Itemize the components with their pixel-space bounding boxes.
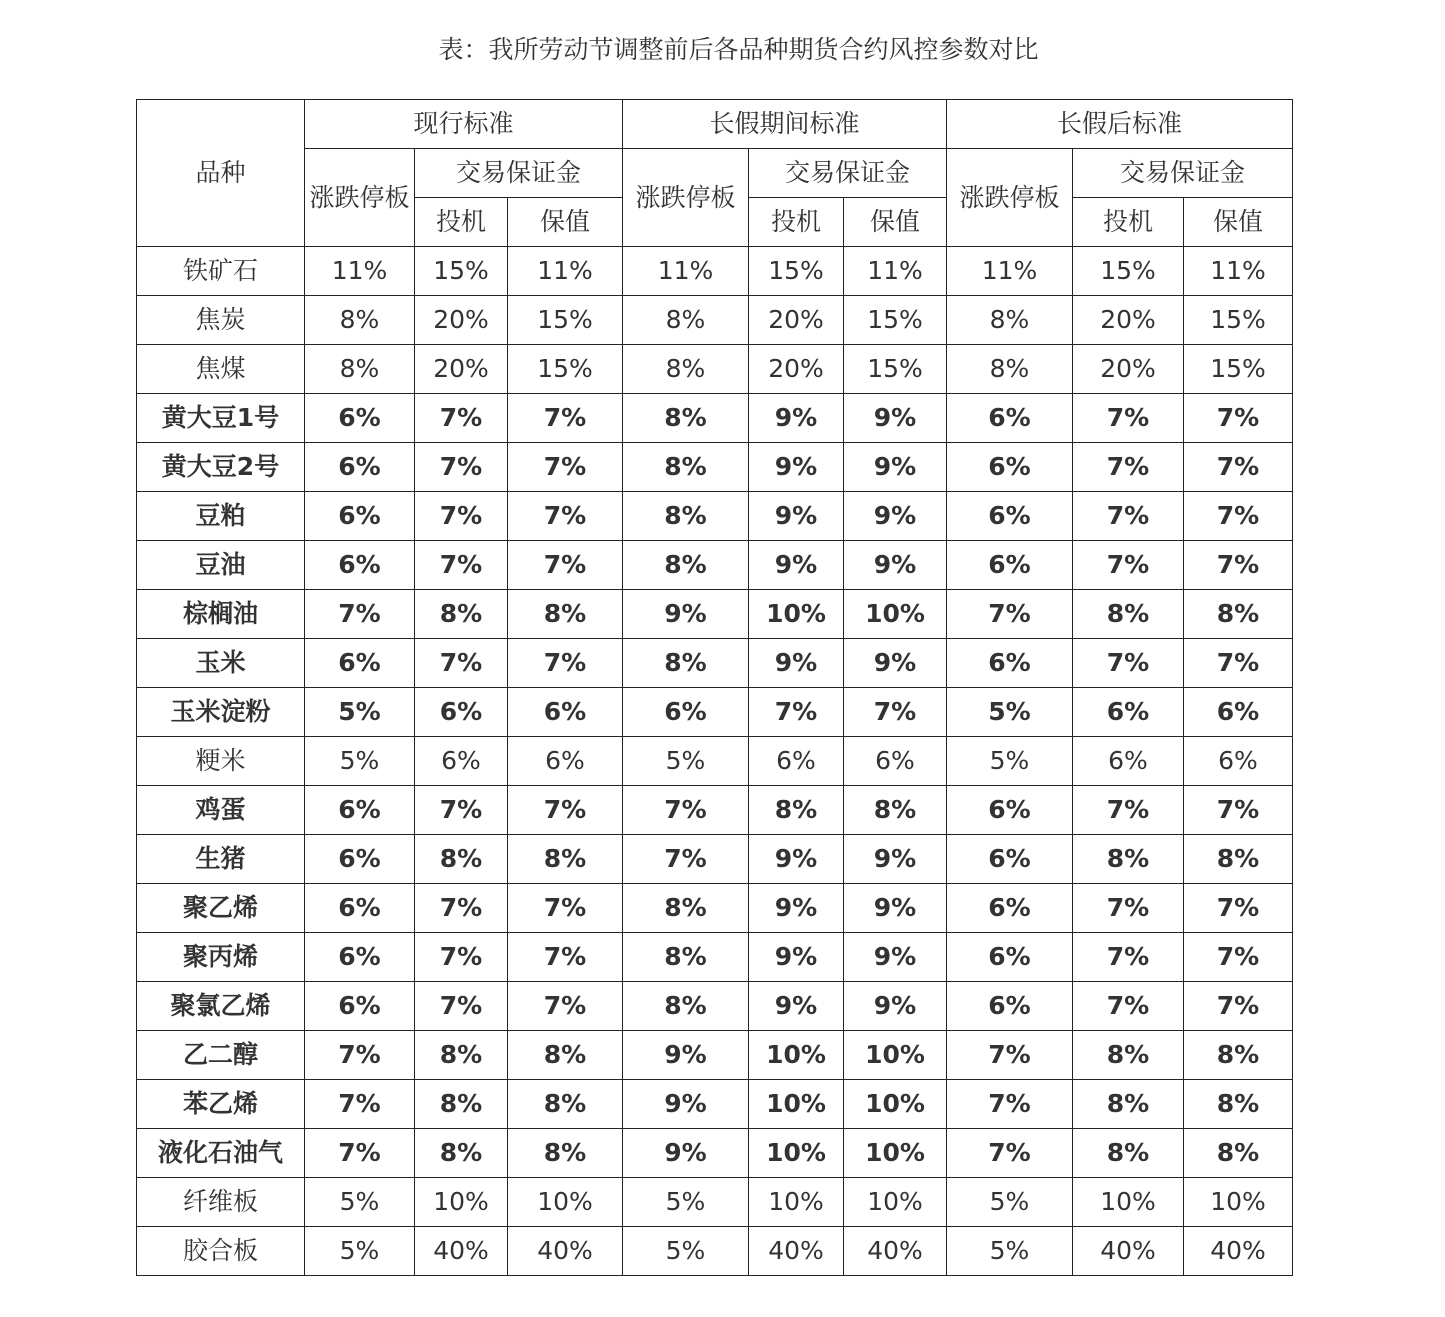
header-limit-holiday: 涨跌停板 [623,149,749,247]
current-limit-cell: 7% [305,1031,415,1080]
holiday-hedge-cell: 8% [844,786,947,835]
after-hedge-cell: 7% [1184,933,1293,982]
current-spec-cell: 7% [415,639,508,688]
after-limit-cell: 7% [947,590,1073,639]
current-spec-cell: 7% [415,884,508,933]
table-row [137,982,1293,1031]
variety-name: 聚乙烯 [137,884,305,933]
holiday-hedge-cell: 9% [844,541,947,590]
holiday-spec-cell: 6% [749,737,844,786]
holiday-limit-cell: 8% [623,982,749,1031]
after-spec-cell: 8% [1073,835,1184,884]
variety-name: 玉米 [137,639,305,688]
table-row [137,835,1293,884]
current-hedge-cell: 8% [508,835,623,884]
current-spec-cell: 20% [415,296,508,345]
holiday-spec-cell: 9% [749,541,844,590]
header-limit-after: 涨跌停板 [947,149,1073,247]
holiday-hedge-cell: 9% [844,933,947,982]
current-hedge-cell: 40% [508,1227,623,1276]
variety-name: 豆粕 [137,492,305,541]
holiday-hedge-cell: 9% [844,443,947,492]
current-hedge-cell: 7% [508,639,623,688]
holiday-spec-cell: 9% [749,639,844,688]
variety-name: 玉米淀粉 [137,688,305,737]
current-spec-cell: 7% [415,933,508,982]
header-variety: 品种 [137,100,305,247]
after-spec-cell: 8% [1073,1031,1184,1080]
table-row [137,345,1293,394]
current-spec-cell: 15% [415,247,508,296]
holiday-hedge-cell: 15% [844,345,947,394]
table-row [137,688,1293,737]
table-row [137,247,1293,296]
current-spec-cell: 7% [415,982,508,1031]
after-spec-cell: 8% [1073,1129,1184,1178]
after-spec-cell: 40% [1073,1227,1184,1276]
after-hedge-cell: 8% [1184,1031,1293,1080]
holiday-hedge-cell: 40% [844,1227,947,1276]
risk-parameter-table [136,99,1293,1276]
current-limit-cell: 5% [305,737,415,786]
table-body [137,247,1293,1276]
variety-name: 粳米 [137,737,305,786]
header-margin-holiday: 交易保证金 [749,149,947,198]
holiday-spec-cell: 9% [749,933,844,982]
holiday-spec-cell: 9% [749,982,844,1031]
holiday-hedge-cell: 6% [844,737,947,786]
table-title: 表：我所劳动节调整前后各品种期货合约风控参数对比 [438,35,1039,64]
table-row [137,786,1293,835]
current-spec-cell: 6% [415,737,508,786]
table-row [137,1031,1293,1080]
after-limit-cell: 8% [947,296,1073,345]
holiday-limit-cell: 8% [623,884,749,933]
variety-name: 聚丙烯 [137,933,305,982]
holiday-hedge-cell: 9% [844,884,947,933]
table-row [137,1080,1293,1129]
after-hedge-cell: 8% [1184,835,1293,884]
after-hedge-cell: 7% [1184,394,1293,443]
after-hedge-cell: 7% [1184,982,1293,1031]
current-limit-cell: 5% [305,1178,415,1227]
current-spec-cell: 8% [415,590,508,639]
holiday-limit-cell: 9% [623,1031,749,1080]
holiday-spec-cell: 40% [749,1227,844,1276]
current-hedge-cell: 7% [508,982,623,1031]
holiday-limit-cell: 6% [623,688,749,737]
current-hedge-cell: 15% [508,345,623,394]
table-row [137,492,1293,541]
holiday-spec-cell: 10% [749,1031,844,1080]
after-hedge-cell: 7% [1184,492,1293,541]
header-margin-after: 交易保证金 [1073,149,1293,198]
after-limit-cell: 11% [947,247,1073,296]
table-row [137,443,1293,492]
after-spec-cell: 7% [1073,394,1184,443]
after-limit-cell: 8% [947,345,1073,394]
current-hedge-cell: 8% [508,590,623,639]
current-limit-cell: 6% [305,933,415,982]
after-limit-cell: 6% [947,639,1073,688]
table-row [137,590,1293,639]
current-hedge-cell: 8% [508,1080,623,1129]
after-limit-cell: 6% [947,443,1073,492]
after-hedge-cell: 15% [1184,296,1293,345]
current-spec-cell: 10% [415,1178,508,1227]
header-hedge-holiday: 保值 [844,198,947,247]
after-limit-cell: 6% [947,541,1073,590]
current-spec-cell: 8% [415,835,508,884]
current-limit-cell: 5% [305,688,415,737]
holiday-hedge-cell: 9% [844,492,947,541]
current-spec-cell: 7% [415,394,508,443]
current-limit-cell: 6% [305,639,415,688]
current-hedge-cell: 8% [508,1129,623,1178]
current-hedge-cell: 7% [508,786,623,835]
holiday-limit-cell: 8% [623,639,749,688]
table-row [137,639,1293,688]
current-hedge-cell: 7% [508,933,623,982]
holiday-limit-cell: 8% [623,296,749,345]
current-spec-cell: 40% [415,1227,508,1276]
holiday-spec-cell: 9% [749,443,844,492]
holiday-hedge-cell: 10% [844,1178,947,1227]
table-row [137,737,1293,786]
after-spec-cell: 7% [1073,541,1184,590]
holiday-spec-cell: 7% [749,688,844,737]
current-spec-cell: 6% [415,688,508,737]
holiday-spec-cell: 9% [749,394,844,443]
holiday-limit-cell: 9% [623,1129,749,1178]
current-limit-cell: 6% [305,786,415,835]
current-limit-cell: 6% [305,492,415,541]
variety-name: 棕榈油 [137,590,305,639]
after-limit-cell: 6% [947,492,1073,541]
holiday-spec-cell: 10% [749,1080,844,1129]
holiday-limit-cell: 8% [623,933,749,982]
variety-name: 豆油 [137,541,305,590]
current-hedge-cell: 11% [508,247,623,296]
after-limit-cell: 6% [947,835,1073,884]
holiday-limit-cell: 9% [623,590,749,639]
after-spec-cell: 7% [1073,884,1184,933]
current-spec-cell: 20% [415,345,508,394]
variety-name: 乙二醇 [137,1031,305,1080]
after-spec-cell: 8% [1073,1080,1184,1129]
holiday-spec-cell: 20% [749,345,844,394]
after-limit-cell: 7% [947,1080,1073,1129]
current-spec-cell: 7% [415,541,508,590]
after-hedge-cell: 11% [1184,247,1293,296]
current-hedge-cell: 7% [508,394,623,443]
table-row [137,1129,1293,1178]
header-spec-current: 投机 [415,198,508,247]
holiday-hedge-cell: 10% [844,1080,947,1129]
holiday-hedge-cell: 9% [844,394,947,443]
after-spec-cell: 7% [1073,443,1184,492]
after-hedge-cell: 10% [1184,1178,1293,1227]
current-limit-cell: 8% [305,296,415,345]
holiday-limit-cell: 11% [623,247,749,296]
table-row [137,933,1293,982]
variety-name: 焦煤 [137,345,305,394]
current-hedge-cell: 7% [508,443,623,492]
holiday-hedge-cell: 9% [844,639,947,688]
current-limit-cell: 8% [305,345,415,394]
variety-name: 纤维板 [137,1178,305,1227]
holiday-spec-cell: 10% [749,1178,844,1227]
table-row [137,1227,1293,1276]
after-limit-cell: 6% [947,933,1073,982]
after-limit-cell: 7% [947,1129,1073,1178]
after-limit-cell: 6% [947,786,1073,835]
variety-name: 生猪 [137,835,305,884]
variety-name: 聚氯乙烯 [137,982,305,1031]
holiday-limit-cell: 8% [623,345,749,394]
after-spec-cell: 7% [1073,982,1184,1031]
after-hedge-cell: 7% [1184,884,1293,933]
holiday-limit-cell: 7% [623,835,749,884]
holiday-spec-cell: 15% [749,247,844,296]
holiday-spec-cell: 8% [749,786,844,835]
header-group-current: 现行标准 [305,100,623,149]
holiday-hedge-cell: 7% [844,688,947,737]
after-hedge-cell: 7% [1184,639,1293,688]
current-limit-cell: 6% [305,982,415,1031]
current-limit-cell: 5% [305,1227,415,1276]
table-row [137,394,1293,443]
current-spec-cell: 7% [415,443,508,492]
after-spec-cell: 7% [1073,786,1184,835]
current-hedge-cell: 8% [508,1031,623,1080]
header-group-holiday: 长假期间标准 [623,100,947,149]
current-limit-cell: 6% [305,835,415,884]
holiday-hedge-cell: 10% [844,1129,947,1178]
current-spec-cell: 8% [415,1129,508,1178]
after-hedge-cell: 7% [1184,786,1293,835]
variety-name: 黄大豆1号 [137,394,305,443]
after-hedge-cell: 40% [1184,1227,1293,1276]
holiday-hedge-cell: 9% [844,835,947,884]
after-spec-cell: 6% [1073,688,1184,737]
after-spec-cell: 20% [1073,296,1184,345]
table-row [137,884,1293,933]
current-hedge-cell: 10% [508,1178,623,1227]
current-hedge-cell: 6% [508,737,623,786]
variety-name: 液化石油气 [137,1129,305,1178]
current-spec-cell: 7% [415,786,508,835]
holiday-limit-cell: 9% [623,1080,749,1129]
holiday-limit-cell: 7% [623,786,749,835]
holiday-limit-cell: 8% [623,394,749,443]
variety-name: 黄大豆2号 [137,443,305,492]
current-hedge-cell: 6% [508,688,623,737]
current-hedge-cell: 7% [508,492,623,541]
holiday-spec-cell: 9% [749,884,844,933]
current-limit-cell: 7% [305,590,415,639]
after-hedge-cell: 8% [1184,1129,1293,1178]
current-hedge-cell: 15% [508,296,623,345]
after-limit-cell: 5% [947,737,1073,786]
holiday-spec-cell: 9% [749,492,844,541]
after-hedge-cell: 6% [1184,737,1293,786]
current-spec-cell: 8% [415,1031,508,1080]
holiday-limit-cell: 8% [623,492,749,541]
current-limit-cell: 7% [305,1129,415,1178]
header-limit-current: 涨跌停板 [305,149,415,247]
holiday-hedge-cell: 10% [844,590,947,639]
after-spec-cell: 7% [1073,639,1184,688]
after-spec-cell: 7% [1073,492,1184,541]
after-hedge-cell: 8% [1184,590,1293,639]
table-row [137,1178,1293,1227]
after-limit-cell: 7% [947,1031,1073,1080]
holiday-limit-cell: 8% [623,541,749,590]
after-hedge-cell: 8% [1184,1080,1293,1129]
header-group-after: 长假后标准 [947,100,1293,149]
holiday-spec-cell: 10% [749,590,844,639]
current-hedge-cell: 7% [508,541,623,590]
holiday-hedge-cell: 11% [844,247,947,296]
after-limit-cell: 6% [947,394,1073,443]
holiday-limit-cell: 5% [623,737,749,786]
header-margin-current: 交易保证金 [415,149,623,198]
current-limit-cell: 6% [305,443,415,492]
after-hedge-cell: 7% [1184,541,1293,590]
after-limit-cell: 5% [947,1227,1073,1276]
holiday-spec-cell: 20% [749,296,844,345]
after-spec-cell: 10% [1073,1178,1184,1227]
after-spec-cell: 15% [1073,247,1184,296]
variety-name: 苯乙烯 [137,1080,305,1129]
variety-name: 焦炭 [137,296,305,345]
after-hedge-cell: 6% [1184,688,1293,737]
holiday-hedge-cell: 15% [844,296,947,345]
current-limit-cell: 11% [305,247,415,296]
current-limit-cell: 6% [305,541,415,590]
variety-name: 鸡蛋 [137,786,305,835]
holiday-hedge-cell: 10% [844,1031,947,1080]
after-limit-cell: 5% [947,688,1073,737]
current-hedge-cell: 7% [508,884,623,933]
after-spec-cell: 6% [1073,737,1184,786]
table-row [137,541,1293,590]
current-spec-cell: 7% [415,492,508,541]
after-limit-cell: 6% [947,884,1073,933]
variety-name: 铁矿石 [137,247,305,296]
current-limit-cell: 6% [305,884,415,933]
header-spec-holiday: 投机 [749,198,844,247]
after-spec-cell: 8% [1073,590,1184,639]
current-limit-cell: 7% [305,1080,415,1129]
after-spec-cell: 20% [1073,345,1184,394]
header-hedge-current: 保值 [508,198,623,247]
after-spec-cell: 7% [1073,933,1184,982]
variety-name: 胶合板 [137,1227,305,1276]
holiday-limit-cell: 5% [623,1178,749,1227]
holiday-spec-cell: 9% [749,835,844,884]
header-spec-after: 投机 [1073,198,1184,247]
after-hedge-cell: 15% [1184,345,1293,394]
holiday-limit-cell: 5% [623,1227,749,1276]
after-hedge-cell: 7% [1184,443,1293,492]
after-limit-cell: 5% [947,1178,1073,1227]
current-spec-cell: 8% [415,1080,508,1129]
after-limit-cell: 6% [947,982,1073,1031]
holiday-limit-cell: 8% [623,443,749,492]
header-hedge-after: 保值 [1184,198,1293,247]
holiday-hedge-cell: 9% [844,982,947,1031]
current-limit-cell: 6% [305,394,415,443]
holiday-spec-cell: 10% [749,1129,844,1178]
table-row [137,296,1293,345]
